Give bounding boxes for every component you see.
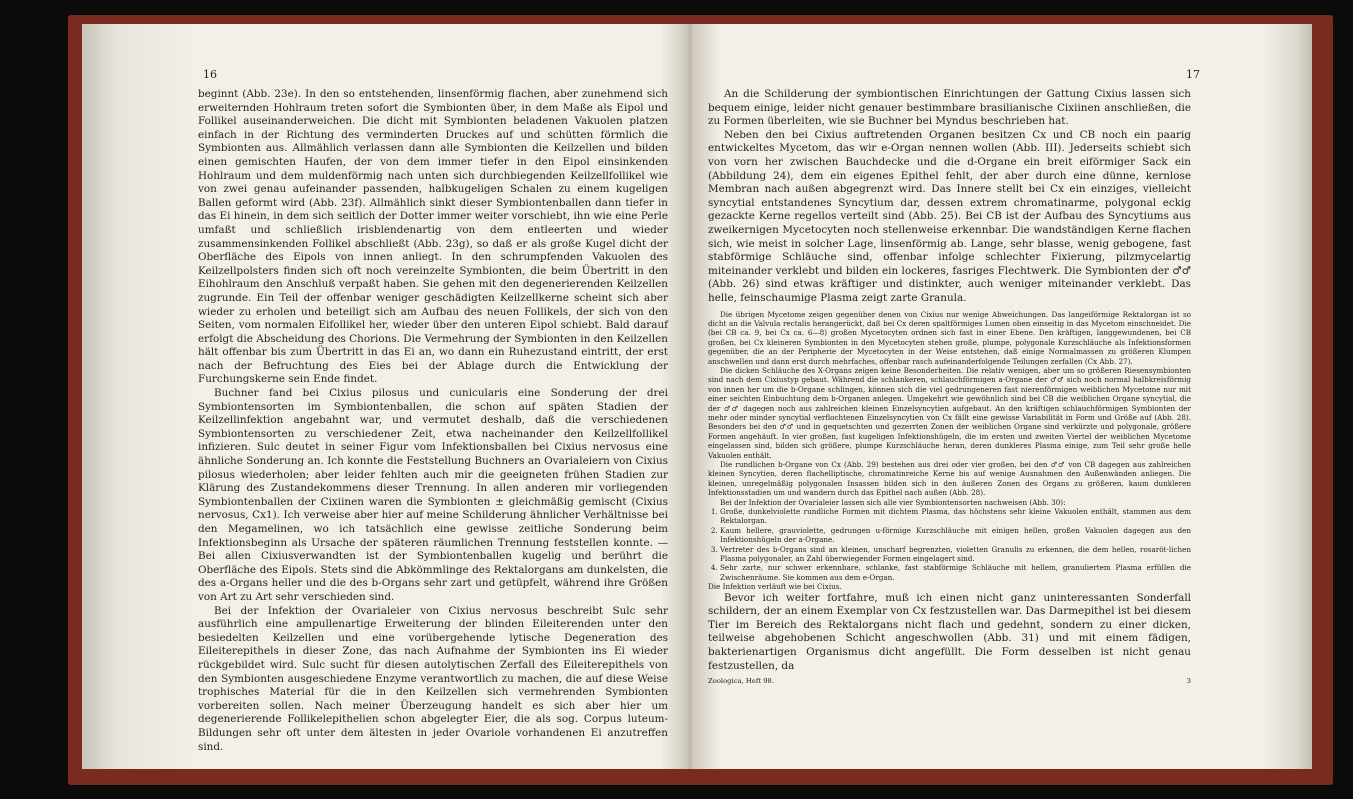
small-paragraph: Bei der Infektion der Ovarialeier lassen sich alle vier Symbiontensorten nachweisen (Abb. 30):	[720, 497, 1066, 507]
list-item: 3. Vertreter des b-Organs sind an kleinen, unscharf begrenzten, violetten Granulis zu erkennen, die dem hellen, rosaröt-lichen Plasma polygonaler, an Zahl überwiegender Formen eingelagert sind.	[720, 545, 1191, 564]
page-number-right: 17	[1186, 68, 1200, 81]
body-paragraph: Neben den bei Cixius auftretenden Organen besitzen Cx und CB noch ein paarig entwickeltes Mycetom, das wir e-Organ nennen wollen (Abb. III). Jederseits schiebt sich von vorn her zwischen Bauchdecke und die d-Organe ein breit eiförmiger Sack ein (Abbildung 24), dem ein eigenes Epithel fehlt, der aber durch eine dünne, kernlose Membran nach außen abgegrenzt wird. Das Innere stellt bei Cx ein einziges, vielleicht syncytial entstandenes Syncytium dar, dessen extrem chromatinarme, polygonal eckig gezackte Kerne regellos verteilt sind (Abb. 25). Bei CB ist der Aufbau des Syncytiums aus zweikernigen Mycetocyten noch stellenweise erkennbar. Die wandständigen Kerne flachen sich, wie meist in solcher Lage, linsenförmig ab. Lange, sehr blasse, wenig gebogene, fast stabförmige Schläuche sind, offenbar infolge schlechter Fixierung, pilzmycelartig miteinander verklebt und bilden ein lockeres, fasriges Flechtwerk. Die Symbionten der ♂♂ (Abb. 26) sind etwas kräftiger und distinkter, auch weniger miteinander verklebt. Das helle, feinschaumige Plasma zeigt zarte Granula.	[708, 128, 1191, 304]
list-item: 4. Sehr zarte, nur schwer erkennbare, schlanke, fast stabförmige Schläuche mit hellem, granuliertem Plasma erfüllen die Zwischenräume. Sie kommen aus dem e-Organ.	[720, 563, 1191, 582]
right-page	[708, 88, 1191, 686]
body-paragraph: An die Schilderung der symbiontischen Einrichtungen der Gattung Cixius lassen sich bequem einige, leider nicht genauer bestimmbare brasilianische Cixiinen anschließen, die zu Formen überleiten, wie sie Buchner bei Myndus beschrieben hat.	[708, 88, 1191, 128]
footer-journal: Zoologica, Heft 98.	[708, 677, 775, 686]
list-item: 2. Kaum hellere, grauviolette, gedrungen u-förmige Kurzschläuche mit einigen hellen, großen Vakuolen dagegen aus den Infektionshügeln der a-Organe.	[720, 526, 1191, 545]
page-edge-left	[82, 24, 202, 769]
small-print-block	[708, 310, 1191, 592]
list-item: 1. Große, dunkelviolette rundliche Formen mit dichtem Plasma, das höchstens sehr kleine Vakuolen enthält, stammen aus dem Rektalorgan.	[720, 507, 1191, 526]
page-number-left: 16	[203, 68, 217, 81]
small-paragraph: Die Infektion verläuft wie bei Cixius.	[708, 582, 842, 592]
body-paragraph: Bevor ich weiter fortfahre, muß ich einen nicht ganz uninteressanten Sonderfall schildern, der an einem Exemplar von Cx festzustellen war. Das Darmepithel ist bei diesem Tier im Bereich des Rektalorgans nicht flach und gedehnt, sondern zu einer dicken, teilweise abgehobenen Schicht angeschwollen (Abb. 31) und mit einem fädigen, bakterienartigen Organismus dicht angefüllt. Die Form desselben ist nicht genau festzustellen, da	[708, 591, 1191, 672]
symbiont-list	[708, 507, 1191, 582]
body-paragraph: Bei der Infektion der Ovarialeier von Cixius nervosus beschreibt Sulc sehr ausführlich eine ampullenartige Erweiterung der blinden Eileiterenden unter den besiedelten Keilzellen und eine vorübergehende lytische Degeneration des Eileiterepithels in dieser Zone, das nach Aufnahme der Symbionten ins Ei wieder rückgebildet wird. Sulc sucht für diesen autolytischen Zerfall des Eileiterepithels von den Symbionten ausgeschiedene Enzyme verantwortlich zu machen, die auf diese Weise trophisches Material für die in den Keilzellen sich vermehrenden Symbionten vorbereiten sollen. Nach meiner Überzeugung handelt es sich aber hier um degenerierende Follikelepithelien schon abgelegter Eier, die als sog. Corpus luteum-Bildungen sehr oft unter dem ältesten in jeder Ovariole vorhandenen Ei anzutreffen sind.	[198, 604, 668, 753]
small-paragraph: Die rundlichen b-Organe von Cx (Abb. 29) bestehen aus drei oder vier großen, bei den ♂♂ von CB dagegen aus zahlreichen kleinen Syncytien, deren flachelliptische, chromatinreiche Kerne bis auf wenige Ausnahmen den Außenwänden anliegen. Die kleinen, unregelmäßig polygonalen Insassen bilden sich in den äußeren Zonen des Organs zu größeren, kaum dunkleren Infektionsstadien um und wandern durch das Epithel nach außen (Abb. 28).	[708, 460, 1191, 498]
small-paragraph: Die dicken Schläuche des X-Organs zeigen keine Besonderheiten. Die relativ wenigen, aber um so größeren Riesensymbionten sind nach dem Cixiustyp gebaut. Während die schlankeren, schlauchförmigen a-Organe der ♂♂ sich noch normal halbkreisförmig von innen her um die b-Organe schlingen, können sich die viel gedrungeneren fast nierenförmigen weiblichen Mycetome nur mit einer seichten Einbuchtung dem b-Organen anlegen. Umgekehrt wie gewöhnlich sind bei CB die weiblichen Organe syncytial, die der ♂♂ dagegen noch aus zahlreichen kleinen Einzelsyncytien aufgebaut. An den kräftigen schlauchförmigen Symbionten der mehr oder minder syncytial verflochtenen Einzelsyncytien von Cx fällt eine gewisse Variabilität in Form und Größe auf (Abb. 28). Besonders bei den ♂♂ und in gequetschten und gezerrten Zonen der weiblichen Organe sind verkürzte und polygonale, größere Formen angehäuft. In vier großen, fast kugeligen Infektionshügeln, die im ersten und zweiten Viertel der weiblichen Mycetome eingelassen sind, bilden sich größere, plumpe Kurzschläuche heran, deren dunkleres Plasma einige, zum Teil sehr große helle Vakuolen enthält.	[708, 365, 1191, 460]
small-paragraph: Die übrigen Mycetome zeigen gegenüber denen von Cixius nur wenige Abweichungen. Das langeiförmige Rektalorgan ist so dicht an die Valvula rectalis herangerückt, daß bei Cx deren spaltförmiges Lumen oben einseitig in das Mycetom einschneidet. Die (bei CB ca. 9, bei Cx ca. 6—8) großen Mycetocyten ordnen sich fast in einer Ebene. Den kräftigen, langgewundenen, bei CB großen, bei Cx kleineren Symbionten in den Mycetocyten stehen große, plumpe, polygonale Kurzschläuche als Infektionsformen gegenüber, die an der Peripherie der Mycetocyten in der Weise entstehen, daß einige Normalmassen zu größeren Klumpen anschwellen und dann erst durch mehrfaches, offenbar rasch aufeinanderfolgende Teilungen zerfallen (Cx Abb. 27).	[708, 309, 1191, 366]
page-footer	[708, 677, 1191, 686]
page-edge-right	[1262, 24, 1312, 769]
body-paragraph: Buchner fand bei Cixius pilosus und cunicularis eine Sonderung der drei Symbiontensorten im Symbiontenballen, die schon auf späten Stadien der Keilzellinfektion angebahnt war, und vermutet deshalb, daß die verschiedenen Symbiontensorten zu verschiedener Zeit, etwa nacheinander den Keilzellfollikel infizieren. Sulc deutet in seiner Figur vom Infektionsballen bei Cixius nervosus eine ähnliche Sonderung an. Ich konnte die Feststellung Buchners an Ovarialeiern von Cixius pilosus wiederholen; aber leider fehlten auch mir die geeigneten frühen Stadien zur Klärung des Zustandekommens dieser Trennung. In allen anderen mir vorliegenden Symbiontenballen der Cixiinen waren die Symbionten ± gleichmäßig gemischt (Cixius nervosus, Cx1). Ich verweise aber hier auf meine Schilderung ähnlicher Verhältnisse bei den Megamelinen, wo ich tatsächlich eine gewisse zeitliche Sonderung beim Infektionsbeginn als Ursache der späteren räumlichen Trennung feststellen konnte. — Bei allen Cixiusverwandten ist der Symbiontenballen kugelig und berührt die Oberfläche des Eipols. Stets sind die Abkömmlinge des Rektalorgans am dunkelsten, die des a-Organs heller und die des b-Organs sehr zart und getüpfelt, während ihre Größen von Art zu Art sehr verschieden sind.	[198, 387, 668, 603]
footer-signature: 3	[1186, 677, 1191, 686]
left-page	[198, 88, 668, 754]
body-paragraph: beginnt (Abb. 23e). In den so entstehenden, linsenförmig flachen, aber zunehmend sich erweiternden Hohlraum treten sofort die Symbionten über, in dem Maße als Eipol und Follikel auseinanderweichen. Die dicht mit Symbionten beladenen Vakuolen platzen einfach in der Richtung des verminderten Druckes auf und schütten förmlich die Symbionten aus. Allmählich verlassen dann alle Symbionten die Keilzellen und bilden einen gemischten Haufen, der von dem immer tiefer in den Eipol einsinkenden Hohlraum und dem muldenförmig nach unten sich durchbiegenden Keilzellfollikel wie von zwei genau aufeinander passenden, halbkugeligen Schalen zu einem kugeligen Ballen geformt wird (Abb. 23f). Allmählich sinkt dieser Symbiontenballen dann tiefer in das Ei hinein, in dem sich seitlich der Dotter immer weiter vorschiebt, ihn wie eine Perle umfaßt und schließlich irisblendenartig von dem entleerten und wieder zusammensinkenden Follikel abschließt (Abb. 23g), so daß er als große Kugel dicht der Oberfläche des Eipols von innen anliegt. In den schrumpfenden Vakuolen des Keilzellpolsters finden sich oft noch vereinzelte Symbionten, die beim Übertritt in den Eihohlraum den Anschluß verpaßt haben. Sie gehen mit den degenerierenden Keilzellen zugrunde. Ein Teil der offenbar weniger geschädigten Keilzellkerne scheint sich aber wieder zu erholen und beteiligt sich am Aufbau des neuen Follikels, der sich von den Seiten, vom normalen Eifollikel her, wieder über den unteren Eipol schiebt. Bald darauf erfolgt die Abscheidung des Chorions. Die Vermehrung der Symbionten in den Keilzellen hält offenbar bis zum Übertritt in das Ei an, wo dann ein Ruhezustand eintritt, der erst nach der Befruchtung des Eies bei der Ablage durch die Entwicklung der Furchungskerne sein Ende findet.	[198, 88, 668, 386]
